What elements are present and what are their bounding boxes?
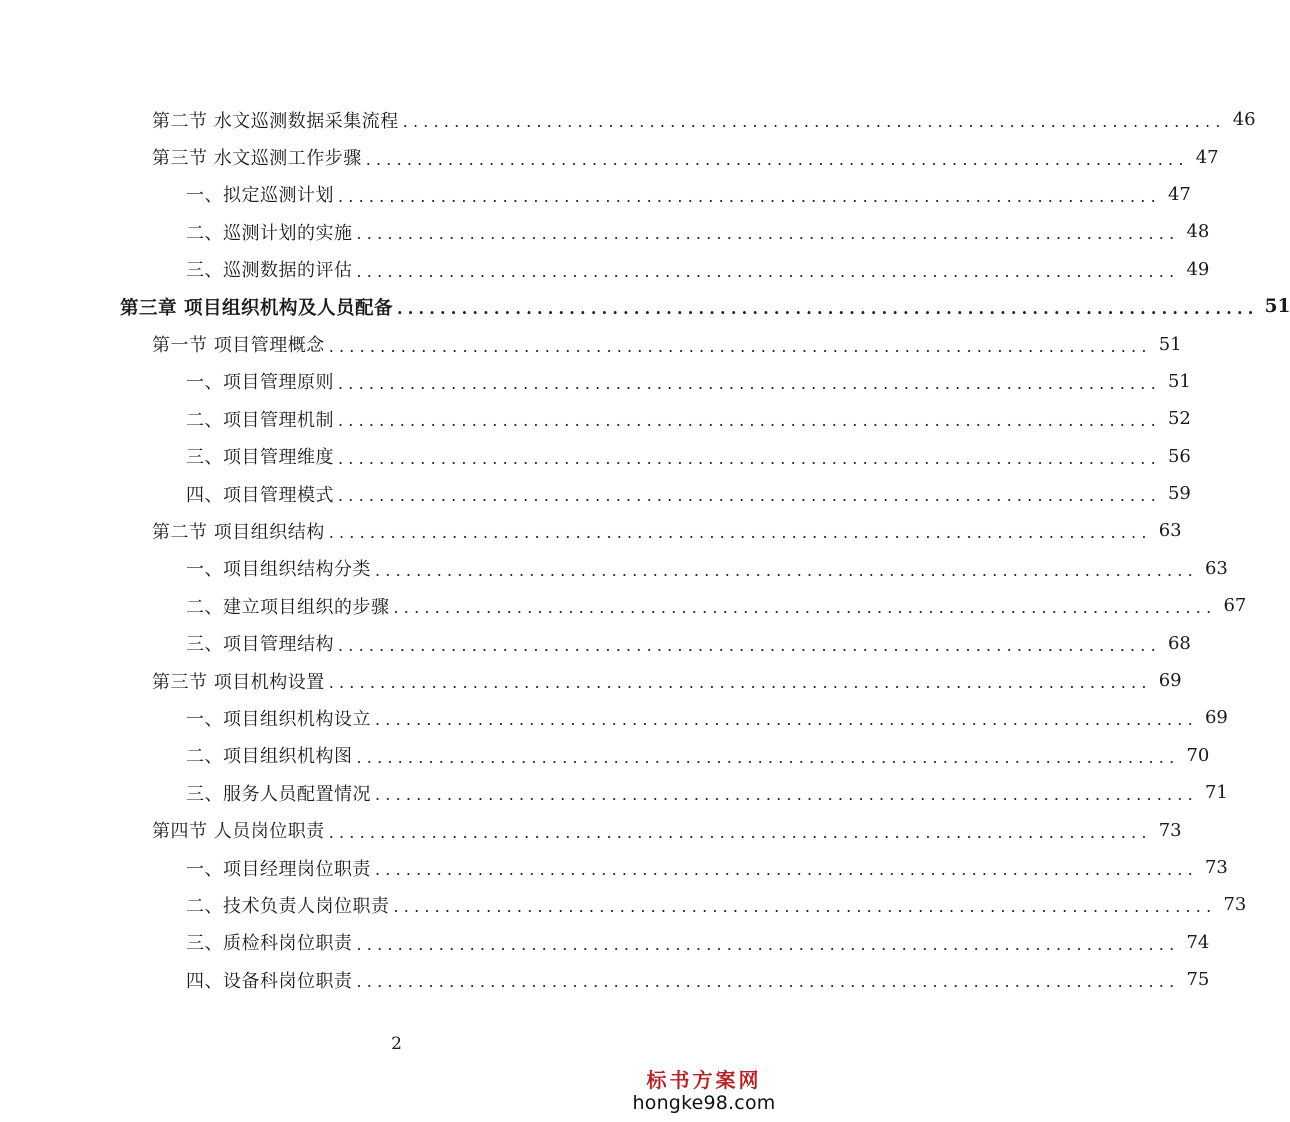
toc-chapter-entry[interactable] [0,288,1290,325]
toc-entry-label: 二、项目组织机构图 [186,746,353,768]
toc-dot-leader: ................................................................................ [365,149,1189,169]
toc-entry-page-number: 47 [1167,183,1191,205]
toc-dot-leader: ................................................................................ [375,860,1198,879]
toc-entry-label: 一、项目管理原则 [186,372,334,394]
toc-entry-page-number: 67 [1223,595,1247,617]
toc-subsection-entry[interactable] [0,774,1228,811]
toc-section-entry[interactable] [0,512,1182,549]
toc-entry-label: 二、巡测计划的实施 [186,222,353,244]
toc-entry-label: 二、建立项目组织的步骤 [186,596,390,618]
watermark-logo [629,1068,779,1114]
toc-entry-label: 三、服务人员配置情况 [186,783,371,805]
toc-entry-page-number: 51 [1264,296,1290,318]
toc-dot-leader: ................................................................................ [338,448,1161,468]
toc-entry-page-number: 56 [1167,445,1191,467]
toc-subsection-entry[interactable] [0,400,1191,437]
toc-subsection-entry[interactable] [0,961,1210,998]
toc-dot-leader: ................................................................................ [328,822,1152,842]
toc-subsection-entry[interactable] [0,699,1228,736]
toc-dot-leader: ................................................................................ [338,411,1161,431]
toc-dot-leader: ................................................................................ [328,673,1152,693]
toc-entry-page-number: 63 [1158,520,1182,542]
toc-entry-page-number: 71 [1204,782,1228,804]
toc-dot-leader: ................................................................................ [356,747,1180,767]
toc-entry-label: 四、项目管理模式 [186,484,334,506]
toc-subsection-entry[interactable] [0,251,1210,288]
toc-entry-page-number: 73 [1158,819,1182,841]
watermark-url: hongke98.com [632,1092,776,1114]
toc-dot-leader: ................................................................................ [338,373,1161,393]
toc-dot-leader: ................................................................................ [356,934,1180,954]
toc-subsection-entry[interactable] [0,213,1210,250]
toc-entry-label: 三、质检科岗位职责 [186,933,353,955]
toc-subsection-entry[interactable] [0,363,1191,400]
toc-dot-leader: ................................................................................ [396,299,1259,319]
toc-dot-leader: ................................................................................ [356,224,1180,244]
toc-entry-page-number: 48 [1186,221,1210,243]
toc-entry-label: 一、项目经理岗位职责 [186,858,371,880]
toc-subsection-entry[interactable] [0,849,1228,886]
toc-dot-leader: ................................................................................ [375,710,1198,730]
toc-entry-page-number: 73 [1223,894,1247,916]
toc-entry-page-number: 46 [1232,109,1256,131]
toc-dot-leader: ................................................................................ [393,598,1217,618]
toc-subsection-entry[interactable] [0,924,1210,961]
table-of-contents [0,101,1290,998]
toc-dot-leader: ................................................................................ [328,336,1152,356]
toc-entry-label: 第四节 人员岗位职责 [152,821,325,843]
toc-entry-page-number: 69 [1204,707,1228,729]
toc-subsection-entry[interactable] [0,438,1191,475]
toc-subsection-entry[interactable] [0,550,1228,587]
toc-subsection-entry[interactable] [0,176,1191,213]
toc-subsection-entry[interactable] [0,886,1247,923]
toc-dot-leader: ................................................................................ [338,635,1161,655]
toc-entry-label: 第二节 项目组织结构 [152,521,325,543]
watermark-title: 标书方案网 [646,1068,762,1092]
toc-dot-leader: ................................................................................ [375,785,1198,805]
toc-entry-label: 三、项目管理结构 [186,634,334,656]
toc-entry-label: 第二节 水文巡测数据采集流程 [152,110,399,132]
toc-entry-label: 三、巡测数据的评估 [186,260,353,282]
toc-section-entry[interactable] [0,101,1256,138]
toc-entry-label: 一、项目组织结构分类 [186,559,371,581]
toc-entry-page-number: 75 [1186,969,1210,991]
page-number: 2 [391,1034,402,1054]
toc-dot-leader: ................................................................................ [375,560,1198,580]
toc-section-entry[interactable] [0,325,1182,362]
toc-dot-leader: ................................................................................ [356,972,1180,992]
toc-entry-page-number: 47 [1195,146,1219,168]
toc-section-entry[interactable] [0,811,1182,848]
toc-dot-leader: ................................................................................ [338,486,1161,506]
toc-entry-page-number: 51 [1167,370,1191,392]
toc-dot-leader: ................................................................................ [402,112,1226,132]
toc-section-entry[interactable] [0,662,1182,699]
toc-section-entry[interactable] [0,138,1219,175]
toc-dot-leader: ................................................................................ [393,897,1217,917]
toc-entry-label: 第三节 项目机构设置 [152,671,325,693]
toc-entry-label: 第三章 项目组织机构及人员配备 [120,297,393,319]
toc-entry-label: 第一节 项目管理概念 [152,335,325,357]
toc-entry-label: 三、项目管理维度 [186,447,334,469]
toc-entry-label: 二、项目管理机制 [186,409,334,431]
toc-entry-label: 一、项目组织机构设立 [186,708,371,730]
toc-entry-page-number: 49 [1186,258,1210,280]
toc-subsection-entry[interactable] [0,587,1247,624]
toc-entry-page-number: 59 [1167,483,1191,505]
toc-entry-page-number: 52 [1167,408,1191,430]
toc-dot-leader: ................................................................................ [356,261,1180,281]
toc-entry-page-number: 63 [1204,557,1228,579]
toc-entry-page-number: 70 [1186,744,1210,766]
toc-subsection-entry[interactable] [0,475,1191,512]
toc-entry-page-number: 69 [1158,670,1182,692]
toc-subsection-entry[interactable] [0,737,1210,774]
toc-entry-label: 二、技术负责人岗位职责 [186,895,390,917]
toc-entry-page-number: 68 [1167,632,1191,654]
toc-entry-page-number: 73 [1204,857,1228,878]
toc-entry-page-number: 74 [1186,931,1210,953]
toc-entry-label: 四、设备科岗位职责 [186,970,353,992]
toc-entry-label: 一、拟定巡测计划 [186,185,334,207]
toc-entry-page-number: 51 [1158,333,1182,355]
toc-dot-leader: ................................................................................ [328,523,1152,543]
toc-dot-leader: ................................................................................ [338,186,1161,206]
toc-entry-label: 第三节 水文巡测工作步骤 [152,148,362,170]
toc-subsection-entry[interactable] [0,624,1191,661]
